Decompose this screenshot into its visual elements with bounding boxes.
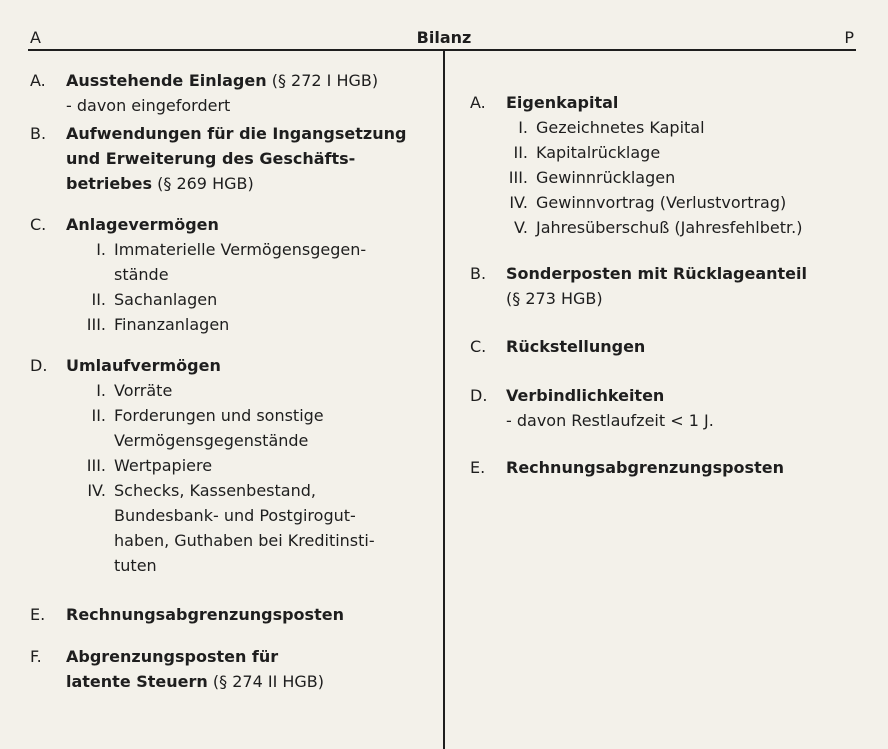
legal-reference: (§ 273 HGB) [506, 289, 603, 308]
section-letter: A. [30, 71, 46, 90]
section-deferred-income [470, 455, 880, 480]
section-title: Eigenkapital [506, 93, 619, 112]
section-letter: A. [470, 93, 486, 112]
section-title: Rückstellungen [506, 337, 646, 356]
list-item: IV. Schecks, Kassenbestand, [87, 481, 316, 500]
section-letter: B. [30, 124, 47, 143]
section-note: - davon Restlaufzeit < 1 J. [506, 411, 714, 430]
section-title: Anlagevermögen [66, 215, 219, 234]
section-equity [470, 90, 880, 240]
assets-column [30, 68, 435, 694]
list-item-continuation: tuten [114, 556, 157, 575]
section-liabilities [470, 383, 880, 433]
liabilities-side-label: P [844, 28, 854, 47]
section-title-line: betriebes [66, 174, 153, 193]
legal-reference: (§ 269 HGB) [157, 174, 254, 193]
list-item: III. Gewinnrücklagen [508, 168, 676, 187]
section-letter: D. [470, 386, 488, 405]
section-deferred-taxes [30, 644, 435, 694]
section-note: - davon eingefordert [66, 96, 231, 115]
list-item: III. Finanzanlagen [86, 315, 230, 334]
section-letter: B. [470, 264, 487, 283]
section-letter: C. [30, 215, 47, 234]
section-letter: E. [470, 458, 486, 477]
section-fixed-assets [30, 212, 435, 337]
section-provisions [470, 334, 880, 359]
section-title: Rechnungsabgrenzungsposten [66, 605, 344, 624]
page-title: Bilanz [416, 28, 472, 47]
section-title: Umlaufvermögen [66, 356, 221, 375]
section-current-assets [30, 353, 435, 578]
section-letter: D. [30, 356, 48, 375]
section-title: Verbindlichkeiten [506, 386, 665, 405]
section-outstanding-contributions [30, 68, 435, 118]
list-item-continuation: Bundesbank- und Postgirogut- [114, 506, 356, 525]
section-title: Rechnungsabgrenzungsposten [506, 458, 784, 477]
list-item: V. Jahresüberschuß (Jahresfehlbetr.) [514, 218, 803, 237]
list-item-continuation: haben, Guthaben bei Kreditinsti- [114, 531, 375, 550]
section-title-line: Abgrenzungsposten für [66, 647, 279, 666]
legal-reference: (§ 274 II HGB) [212, 672, 325, 691]
section-prepaid-expenses [30, 602, 435, 627]
section-title-line: Aufwendungen für die Ingangsetzung [66, 124, 407, 143]
list-item-continuation: Vermögensgegenstände [114, 431, 309, 450]
legal-reference: (§ 272 I HGB) [271, 71, 379, 90]
section-title-line: latente Steuern [66, 672, 208, 691]
section-special-reserve [470, 261, 880, 311]
list-item: II. Kapitalrücklage [513, 143, 661, 162]
section-startup-expenses [30, 121, 435, 196]
section-title-line: und Erweiterung des Geschäfts- [66, 149, 356, 168]
list-item: I. Immaterielle Vermögensgegen- [96, 240, 367, 259]
list-item: II. Forderungen und sonstige [91, 406, 324, 425]
liabilities-column [470, 90, 880, 480]
header-rule [28, 49, 856, 51]
assets-side-label: A [30, 28, 41, 47]
list-item: I. Vorräte [96, 381, 173, 400]
section-letter: E. [30, 605, 46, 624]
center-divider [443, 50, 445, 749]
list-item: IV. Gewinnvortrag (Verlustvortrag) [509, 193, 787, 212]
list-item: I. Gezeichnetes Kapital [518, 118, 705, 137]
list-item: III. Wertpapiere [86, 456, 213, 475]
section-title: Ausstehende Einlagen [66, 71, 267, 90]
list-item-continuation: stände [114, 265, 169, 284]
section-title: Sonderposten mit Rücklageanteil [506, 264, 807, 283]
section-letter: F. [30, 647, 42, 666]
list-item: II. Sachanlagen [91, 290, 218, 309]
section-letter: C. [470, 337, 487, 356]
